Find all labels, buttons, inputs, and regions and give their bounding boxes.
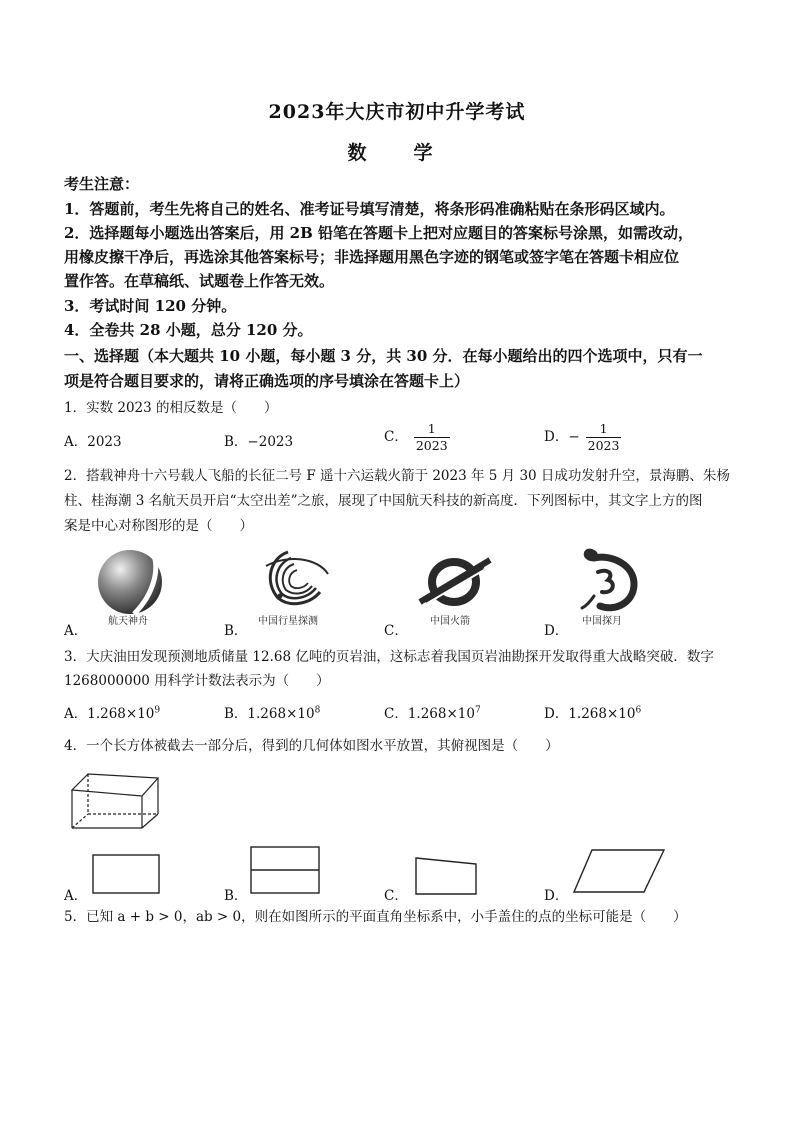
q4-option-d: D． <box>544 888 569 904</box>
q3-option-c-base: C．1.268×10 <box>384 706 475 722</box>
q2-caption-c: 中国火箭 <box>430 616 470 627</box>
q1-option-d-fraction <box>586 421 622 454</box>
notice-item-2: 2．选择题每小题选出答案后，用 2B 铅笔在答题卡上把对应题目的答案标号涂黑，如需改动， <box>64 224 694 242</box>
q3-line2: 1268000000 用科学计数法表示为（ ） <box>64 673 330 689</box>
q2-line3: 案是中心对称图形的是（ ） <box>64 518 253 534</box>
q3-option-d-exponent: 6 <box>635 705 642 716</box>
planet-exploration-logo-icon <box>258 548 332 614</box>
q1-option-b: B．−2023 <box>224 434 294 450</box>
q1-stem: 1．实数 2023 的相反数是（ ） <box>64 400 278 416</box>
q3-line1: 3．大庆油田发现预测地质储量 12.68 亿吨的页岩油，这标志着我国页岩油勘探开发取得重大战略突破．数字 <box>64 649 714 665</box>
q1-option-c <box>384 421 450 454</box>
notice-item-2-end: 置作答。在草稿纸、试题卷上作答无效。 <box>64 272 335 290</box>
q1-option-a: A．2023 <box>64 434 122 450</box>
notice-item-1: 1．答题前，考生先将自己的姓名、准考证号填写清楚，将条形码准确粘贴在条形码区域内。 <box>64 200 675 218</box>
q2-caption-d: 中国探月 <box>582 616 622 627</box>
section-heading-line1: 一、选择题（本大题共 10 小题，每小题 3 分，共 30 分．在每小题给出的四个选项中，只有一 <box>64 347 703 365</box>
q3-option-d <box>544 702 641 722</box>
q3-option-a-exponent: 9 <box>154 705 161 716</box>
notice-heading: 考生注意： <box>64 175 140 193</box>
q3-option-d-base: D．1.268×10 <box>544 706 636 722</box>
q1-option-c-fraction <box>414 421 450 454</box>
q2-option-d: D． <box>544 623 569 639</box>
q2-option-c: C． <box>384 623 408 639</box>
q3-option-b-base: B．1.268×10 <box>224 706 315 722</box>
exam-subject: 数 学 <box>347 142 447 164</box>
q2-option-b: B． <box>224 623 248 639</box>
q2-line2: 柱、桂海潮 3 名航天员开启“太空出差”之旅，展现了中国航天科技的新高度．下列图标中，其文字上方的图 <box>64 493 703 509</box>
q1-option-d-denominator: 2023 <box>587 438 620 453</box>
q4-option-b-figure <box>250 846 322 900</box>
q4-option-c: C． <box>384 888 408 904</box>
q2-caption-a: 航天神舟 <box>108 616 148 627</box>
shenzhou-logo-icon <box>94 548 170 622</box>
q3-option-b <box>224 702 320 722</box>
q4-solid-figure <box>66 770 162 836</box>
q1-option-c-numerator: 1 <box>427 421 436 436</box>
q2-caption-b: 中国行星探测 <box>258 616 318 627</box>
q1-option-d-label: D．− <box>544 429 580 445</box>
q1-option-d <box>544 421 621 454</box>
q3-option-b-exponent: 8 <box>314 705 321 716</box>
q1-option-c-label: C． <box>384 429 408 445</box>
q4-option-b: B． <box>224 888 248 904</box>
china-rocket-logo-icon <box>418 556 492 612</box>
q2-option-a: A． <box>64 623 88 639</box>
q4-stem: 4．一个长方体被截去一部分后，得到的几何体如图水平放置，其俯视图是（ ） <box>64 738 559 754</box>
china-lunar-logo-icon <box>580 546 638 618</box>
q3-option-c-exponent: 7 <box>474 705 481 716</box>
q4-option-a-figure <box>92 854 162 900</box>
notice-item-2-cont: 用橡皮擦干净后，再选涂其他答案标号；非选择题用黑色字迹的钢笔或签字笔在答题卡相应位 <box>64 248 680 266</box>
q1-option-c-denominator: 2023 <box>415 438 448 453</box>
q4-option-a: A． <box>64 888 88 904</box>
q5-stem: 5．已知 a + b > 0，ab > 0，则在如图所示的平面直角坐标系中，小手盖住的点的坐标可能是（ ） <box>64 909 687 925</box>
q4-option-d-figure <box>572 848 666 900</box>
notice-item-4: 4．全卷共 28 小题，总分 120 分。 <box>64 321 313 339</box>
q4-option-c-figure <box>414 856 480 902</box>
notice-item-3: 3．考试时间 120 分钟。 <box>64 297 237 315</box>
q1-option-d-numerator: 1 <box>599 421 608 436</box>
q2-line1: 2．搭载神舟十六号载人飞船的长征二号 F 遥十六运载火箭于 2023 年 5 月 30 日成功发射升空，景海鹏、朱杨 <box>64 468 730 484</box>
q3-option-a-base: A．1.268×10 <box>64 706 155 722</box>
q3-option-c <box>384 702 481 722</box>
exam-title: 2023年大庆市初中升学考试 <box>268 101 526 123</box>
q3-option-a <box>64 702 160 722</box>
section-heading-line2: 项是符合题目要求的，请将正确选项的序号填涂在答题卡上） <box>64 372 470 390</box>
